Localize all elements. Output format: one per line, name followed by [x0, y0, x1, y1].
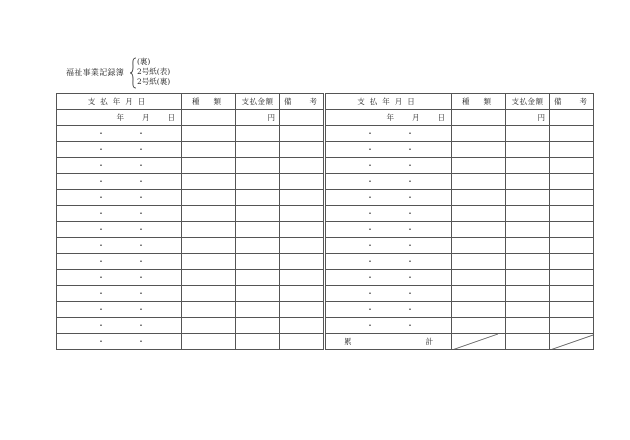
table-row — [57, 126, 594, 142]
note-cell-right[interactable] — [550, 238, 594, 254]
amount-cell-right[interactable] — [506, 110, 550, 126]
date-cell-right[interactable] — [326, 270, 452, 286]
date-dot: ・ — [97, 305, 105, 314]
date-dot: ・ — [137, 289, 145, 298]
note-cell-left[interactable] — [280, 174, 324, 190]
date-dot: ・ — [366, 145, 374, 154]
date-cell-right[interactable] — [326, 222, 452, 238]
amount-cell-left[interactable] — [236, 206, 280, 222]
amount-cell-right[interactable] — [506, 142, 550, 158]
total-label-1: 累 — [344, 337, 352, 346]
header-date-left: 支払年月日 — [57, 94, 182, 110]
date-cell-left[interactable] — [57, 238, 182, 254]
amount-cell-right[interactable] — [506, 238, 550, 254]
date-dot: ・ — [97, 321, 105, 330]
diagonal-line — [452, 334, 498, 350]
date-dot: ・ — [97, 209, 105, 218]
date-dot: ・ — [406, 321, 414, 330]
note-cell-right[interactable] — [550, 142, 594, 158]
date-dot: ・ — [137, 241, 145, 250]
kind-cell-right[interactable] — [452, 158, 506, 174]
table-row — [57, 110, 594, 126]
amount-cell-right[interactable] — [506, 126, 550, 142]
date-dot: ・ — [97, 289, 105, 298]
kind-cell-right[interactable] — [452, 190, 506, 206]
amount-cell-left[interactable] — [236, 126, 280, 142]
date-dot: ・ — [137, 129, 145, 138]
year-label: 年 — [116, 113, 124, 122]
kind-cell-left[interactable] — [182, 222, 236, 238]
date-dot: ・ — [406, 145, 414, 154]
kind-cell-right[interactable] — [452, 270, 506, 286]
header-note-left — [280, 94, 324, 110]
note-total-cell — [550, 334, 594, 350]
day-label: 日 — [437, 113, 445, 122]
day-label: 日 — [167, 113, 175, 122]
yen-label: 円 — [267, 113, 275, 122]
note-cell-left[interactable] — [280, 126, 324, 142]
amount-cell-right[interactable] — [506, 270, 550, 286]
amount-cell-left[interactable] — [236, 238, 280, 254]
amount-cell-right[interactable] — [506, 254, 550, 270]
date-dot: ・ — [366, 193, 374, 202]
amount-cell-left[interactable] — [236, 174, 280, 190]
date-dot: ・ — [406, 289, 414, 298]
amount-cell-right[interactable] — [506, 318, 550, 334]
date-cell-left[interactable] — [57, 110, 182, 126]
note-cell-left[interactable] — [280, 238, 324, 254]
sub-line-sheet2-front: 2号紙(表) — [137, 67, 171, 77]
date-cell-left[interactable] — [57, 254, 182, 270]
sub-line-back: (裏) — [137, 57, 151, 66]
amount-cell-right[interactable] — [506, 190, 550, 206]
amount-cell-left[interactable] — [236, 222, 280, 238]
kind-cell-right[interactable] — [452, 238, 506, 254]
amount-cell-left[interactable] — [236, 270, 280, 286]
yen-label: 円 — [537, 113, 545, 122]
date-cell-right[interactable] — [326, 302, 452, 318]
table-row — [57, 254, 594, 270]
date-dot: ・ — [366, 305, 374, 314]
date-cell-left[interactable] — [57, 206, 182, 222]
date-cell-left[interactable] — [57, 318, 182, 334]
kind-cell-right[interactable] — [452, 110, 506, 126]
date-dot: ・ — [137, 209, 145, 218]
kind-cell-right[interactable] — [452, 142, 506, 158]
amount-cell-left[interactable] — [236, 286, 280, 302]
date-cell-right[interactable] — [326, 174, 452, 190]
date-dot: ・ — [366, 273, 374, 282]
note-cell-left[interactable] — [280, 142, 324, 158]
ledger-body — [57, 110, 594, 350]
month-label: 月 — [412, 113, 420, 122]
amount-cell-right[interactable] — [506, 302, 550, 318]
table-row — [57, 190, 594, 206]
kind-cell-right[interactable] — [452, 126, 506, 142]
table-row — [57, 142, 594, 158]
form-sub-lines — [137, 57, 170, 88]
date-cell-right[interactable] — [326, 206, 452, 222]
kind-cell-left[interactable] — [182, 286, 236, 302]
date-cell-left[interactable] — [57, 142, 182, 158]
note-cell-right[interactable] — [550, 110, 594, 126]
date-dot: ・ — [97, 129, 105, 138]
date-cell-right[interactable] — [326, 142, 452, 158]
date-dot: ・ — [97, 225, 105, 234]
header-amount-left: 支払金額 — [236, 94, 280, 110]
sub-line-sheet2-back: 2号紙(裏) — [137, 77, 171, 87]
date-dot: ・ — [137, 193, 145, 202]
kind-cell-left[interactable] — [182, 206, 236, 222]
date-dot: ・ — [97, 145, 105, 154]
note-cell-left[interactable] — [280, 318, 324, 334]
note-cell-right[interactable] — [550, 302, 594, 318]
date-dot: ・ — [137, 273, 145, 282]
kind-cell-left[interactable] — [182, 238, 236, 254]
note-cell-left[interactable] — [280, 190, 324, 206]
amount-cell-right[interactable] — [506, 286, 550, 302]
kind-cell-left[interactable] — [182, 318, 236, 334]
amount-cell-left[interactable] — [236, 158, 280, 174]
date-cell-right[interactable] — [326, 318, 452, 334]
header-note-right — [550, 94, 594, 110]
note-cell-left[interactable] — [280, 302, 324, 318]
header-row — [57, 94, 594, 110]
date-cell-right[interactable] — [326, 286, 452, 302]
header-amount-right: 支払金額 — [506, 94, 550, 110]
date-dot: ・ — [97, 161, 105, 170]
date-dot: ・ — [97, 177, 105, 186]
date-dot: ・ — [406, 129, 414, 138]
date-dot: ・ — [366, 289, 374, 298]
date-dot: ・ — [406, 225, 414, 234]
kind-cell-right[interactable] — [452, 302, 506, 318]
header-kind-left: 種類 — [182, 94, 236, 110]
kind-cell-right[interactable] — [452, 254, 506, 270]
date-dot: ・ — [406, 193, 414, 202]
header-kind-right: 種類 — [452, 94, 506, 110]
note-cell-right[interactable] — [550, 190, 594, 206]
date-dot: ・ — [137, 305, 145, 314]
date-dot: ・ — [366, 177, 374, 186]
date-cell-left[interactable] — [57, 334, 182, 350]
kind-cell-left[interactable] — [182, 270, 236, 286]
amount-cell-left[interactable] — [236, 254, 280, 270]
note-cell-right[interactable] — [550, 126, 594, 142]
note-cell-right[interactable] — [550, 158, 594, 174]
year-label: 年 — [386, 113, 394, 122]
date-dot: ・ — [366, 129, 374, 138]
date-dot: ・ — [366, 257, 374, 266]
date-dot: ・ — [137, 321, 145, 330]
date-dot: ・ — [406, 305, 414, 314]
note-cell-left[interactable] — [280, 270, 324, 286]
date-cell-left[interactable] — [57, 174, 182, 190]
kind-cell-right[interactable] — [452, 318, 506, 334]
date-cell-right[interactable] — [326, 110, 452, 126]
date-dot: ・ — [97, 273, 105, 282]
table-row — [57, 286, 594, 302]
note-cell-right[interactable] — [550, 174, 594, 190]
date-dot: ・ — [406, 241, 414, 250]
kind-cell-left[interactable] — [182, 142, 236, 158]
amount-cell-left[interactable] — [236, 110, 280, 126]
date-cell-left[interactable] — [57, 302, 182, 318]
form-title: 福祉事業記録簿 — [66, 68, 125, 77]
kind-cell-right[interactable] — [452, 206, 506, 222]
header-date-right: 支払年月日 — [326, 94, 452, 110]
date-cell-right[interactable] — [326, 158, 452, 174]
date-dot: ・ — [406, 257, 414, 266]
amount-cell-left[interactable] — [236, 302, 280, 318]
note-cell-right[interactable] — [550, 222, 594, 238]
date-dot: ・ — [137, 177, 145, 186]
amount-cell-right[interactable] — [506, 206, 550, 222]
note-cell-left[interactable] — [280, 206, 324, 222]
date-dot: ・ — [137, 161, 145, 170]
date-cell-right[interactable] — [326, 238, 452, 254]
kind-total-cell — [452, 334, 506, 350]
date-dot: ・ — [366, 209, 374, 218]
amount-cell-left[interactable] — [236, 142, 280, 158]
total-row — [57, 334, 594, 350]
date-dot: ・ — [137, 145, 145, 154]
amount-cell-right[interactable] — [506, 222, 550, 238]
kind-cell-left[interactable] — [182, 126, 236, 142]
note-cell-right[interactable] — [550, 254, 594, 270]
kind-cell-right[interactable] — [452, 174, 506, 190]
amount-cell-right[interactable] — [506, 158, 550, 174]
table-row — [57, 270, 594, 286]
total-label-cell — [326, 334, 452, 350]
date-cell-left[interactable] — [57, 158, 182, 174]
amount-total-cell[interactable] — [506, 334, 550, 350]
table-row — [57, 318, 594, 334]
date-dot: ・ — [406, 273, 414, 282]
date-dot: ・ — [137, 225, 145, 234]
date-dot: ・ — [97, 337, 105, 346]
note-cell-left[interactable] — [280, 286, 324, 302]
note-cell-right[interactable] — [550, 270, 594, 286]
kind-cell-right[interactable] — [452, 286, 506, 302]
note-cell-left[interactable] — [280, 222, 324, 238]
kind-cell-left[interactable] — [182, 158, 236, 174]
note-cell-right[interactable] — [550, 318, 594, 334]
date-cell-left[interactable] — [57, 190, 182, 206]
date-dot: ・ — [406, 161, 414, 170]
date-dot: ・ — [366, 321, 374, 330]
date-dot: ・ — [406, 209, 414, 218]
kind-cell-right[interactable] — [452, 222, 506, 238]
date-dot: ・ — [97, 193, 105, 202]
kind-cell-left[interactable] — [182, 254, 236, 270]
table-row — [57, 302, 594, 318]
month-label: 月 — [142, 113, 150, 122]
date-dot: ・ — [366, 241, 374, 250]
date-cell-left[interactable] — [57, 270, 182, 286]
header-note-left-2: 考 — [309, 97, 317, 106]
date-dot: ・ — [406, 177, 414, 186]
header-note-right-2: 考 — [579, 97, 587, 106]
amount-cell-left[interactable] — [236, 190, 280, 206]
amount-cell-left[interactable] — [236, 334, 280, 350]
diagonal-line — [550, 334, 594, 350]
table-row — [57, 222, 594, 238]
date-dot: ・ — [97, 257, 105, 266]
kind-cell-left[interactable] — [182, 302, 236, 318]
header-note-right-1: 備 — [554, 97, 562, 106]
date-cell-right[interactable] — [326, 254, 452, 270]
date-dot: ・ — [366, 161, 374, 170]
table-row — [57, 158, 594, 174]
kind-cell-left[interactable] — [182, 174, 236, 190]
kind-cell-left[interactable] — [182, 190, 236, 206]
date-cell-left[interactable] — [57, 286, 182, 302]
note-cell-right[interactable] — [550, 206, 594, 222]
date-cell-right[interactable] — [326, 190, 452, 206]
amount-cell-right[interactable] — [506, 174, 550, 190]
kind-cell-left[interactable] — [182, 334, 236, 350]
date-dot: ・ — [137, 257, 145, 266]
table-row — [57, 238, 594, 254]
date-dot: ・ — [137, 337, 145, 346]
amount-cell-left[interactable] — [236, 318, 280, 334]
header-note-left-1: 備 — [284, 97, 292, 106]
table-row — [57, 174, 594, 190]
brace-icon — [129, 57, 137, 89]
note-cell-left[interactable] — [280, 334, 324, 350]
note-cell-left[interactable] — [280, 110, 324, 126]
ledger-table — [56, 93, 594, 350]
table-row — [57, 206, 594, 222]
date-dot: ・ — [97, 241, 105, 250]
kind-cell-left[interactable] — [182, 110, 236, 126]
date-dot: ・ — [366, 225, 374, 234]
note-cell-right[interactable] — [550, 286, 594, 302]
note-cell-left[interactable] — [280, 158, 324, 174]
date-cell-left[interactable] — [57, 126, 182, 142]
date-cell-left[interactable] — [57, 222, 182, 238]
note-cell-left[interactable] — [280, 254, 324, 270]
date-cell-right[interactable] — [326, 126, 452, 142]
total-label-2: 計 — [425, 337, 433, 346]
